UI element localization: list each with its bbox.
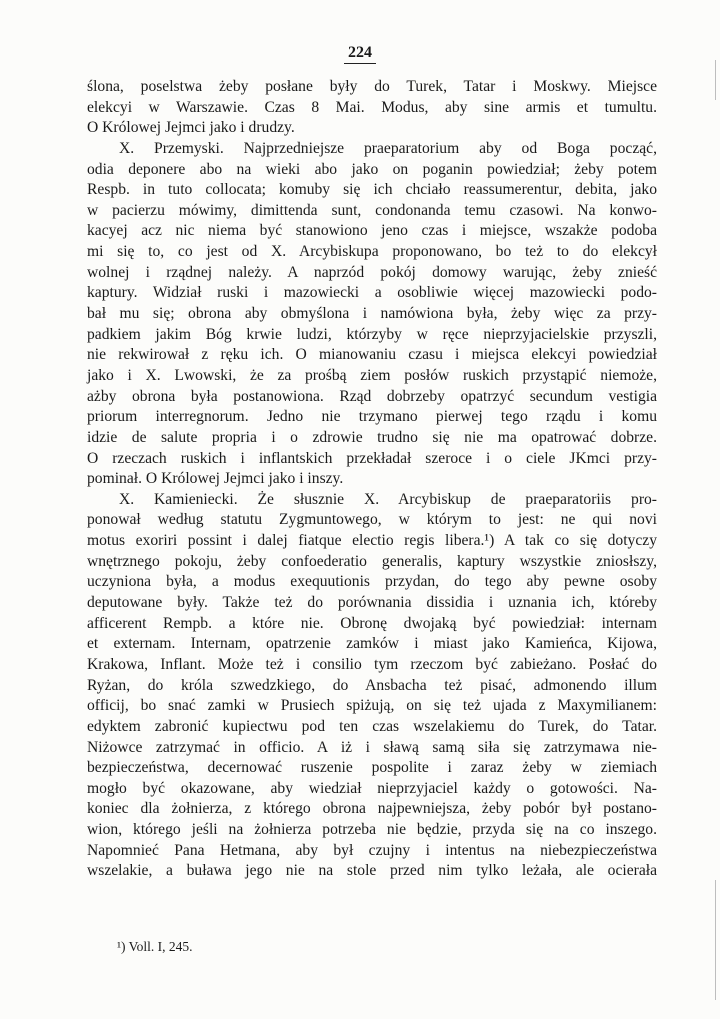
- text-line: ażby obrona była postanowiona. Rząd dobrzeby opatrzyć secundum vestigia: [87, 387, 657, 405]
- page-edge-mark: [715, 60, 716, 100]
- text-line: jako i X. Lwowski, że za prośbą ziem posłów ruskich przystąpić niemoże,: [87, 366, 657, 384]
- text-line: ślona, poselstwa żeby posłane były do Turek, Tatar i Moskwy. Miejsce: [87, 78, 657, 95]
- text-line: mi się to, co jest od X. Arcybiskupa proponowano, bo też to do elekcył: [87, 243, 657, 261]
- text-line: kaptury. Widział ruski i mazowiecki a osobliwie więcej mazowiecki podo-: [87, 284, 657, 302]
- text-line: priorum interregnorum. Jedno nie trzymano pierwej tego rządu i komu: [87, 408, 657, 426]
- text-line: idzie de salute propria i o zdrowie trudno się nie ma opatrować dobrze.: [87, 428, 657, 446]
- text-line: koniec dla żołnierza, z którego obrona najpewniejsza, żeby pobór był postano-: [87, 800, 657, 818]
- text-line: Respb. in tuto collocata; komuby się ich chciało reassumerentur, debita, jako: [87, 181, 657, 199]
- text-line: Krakowa, Inflant. Może też i consilio tym rzeczom być zabieżano. Posłać do: [87, 655, 657, 673]
- text-line: odia deponere abo na wieki abo jako on poganin powiedział; żeby potem: [87, 160, 657, 178]
- text-line: wion, którego jeśli na żołnierza potrzeba nie będzie, przyda się na co inszego.: [87, 821, 657, 839]
- text-line: uczyniona była, a modus exequutionis przydan, do tego aby pewne osoby: [87, 573, 657, 591]
- text-line: Ryżan, do króla szwedzkiego, do Ansbacha też pisać, admonendo illum: [87, 676, 657, 694]
- text-line: w pacierzu mówimy, dimittenda sunt, condonanda temu czasowi. Na konwo-: [87, 201, 657, 219]
- footnote: ¹) Voll. I, 245.: [117, 939, 193, 954]
- text-line: kacyej acz nic niema być stanowiono jeno czas i miejsce, wszakże podoba: [87, 222, 657, 240]
- text-line: et externam. Internam, opatrzenie zamków i miast jako Kamieńca, Kijowa,: [87, 635, 657, 653]
- text-line: Napomnieć Pana Hetmana, aby był czujny i intentus na niebezpieczeństwa: [87, 841, 657, 859]
- text-line: wnętrznego pokoju, żeby confoederatio generalis, kaptury wszystkie zniosłszy,: [87, 552, 657, 570]
- text-line: elekcyi w Warszawie. Czas 8 Mai. Modus, aby sine armis et tumultu.: [87, 98, 657, 116]
- text-line: bezpieczeństwa, decernować ruszenie pospolite i zaraz żeby w ziemiach: [87, 759, 657, 777]
- text-line: officij, bo snać zamki w Prusiech spiżują, on się też ujada z Maxymilianem:: [87, 697, 657, 715]
- text-line: ponował według statutu Zygmuntowego, w którym to jest: ne qui novi: [87, 511, 657, 529]
- text-line: bał mu się; obrona aby obmyślona i namówiona była, żeby więc za przy-: [87, 305, 657, 323]
- text-line: wolnej i rządnej należy. A naprzód pokój domowy warując, żeby znieść: [87, 263, 657, 281]
- text-line: afficerent Rempb. a które nie. Obronę dwojaką być powiedział: internam: [87, 614, 657, 632]
- text-line: padkiem jakim Bóg krwie ludzi, którzyby w ręce nieprzyjacielskie przyszli,: [87, 325, 657, 343]
- text-line: edyktem zabronić kupiectwu pod ten czas wszelakiemu do Turek, do Tatar.: [87, 717, 657, 735]
- text-line: nie rekwirował z ręku ich. O mianowaniu czasu i miejsca elekcyi powiedział: [87, 346, 657, 364]
- text-line: O rzeczach ruskich i inflantskich przekładał szeroce i o ciele JKmci przy-: [87, 449, 657, 467]
- text-line: wszelakie, a buława jego nie na stole przed nim tylko leżała, ale ocierała: [87, 862, 657, 880]
- text-line: X. Przemyski. Najprzedniejsze praeparatorium aby od Boga począć,: [119, 139, 657, 157]
- page-edge-mark: [715, 880, 716, 1000]
- text-line: pominał. O Królowej Jejmci jako i inszy.: [87, 470, 344, 488]
- text-line: X. Kamieniecki. Że słusznie X. Arcybiskup de praeparatoriis pro-: [119, 490, 657, 508]
- text-line: deputowane były. Także też do porównania dissidia i uznania ich, któreby: [87, 594, 657, 612]
- text-line: Niżowce zatrzymać in officio. A iż i sławą samą siła się zatrzymawa nie-: [87, 738, 657, 756]
- text-line: motus exoriri possint i dalej fiatque electio regis libera.¹) A tak co się dotyczy: [87, 532, 657, 550]
- body-text: [87, 77, 657, 882]
- page-number: 224: [0, 44, 720, 64]
- text-line: mogło być okazowane, aby wiedział nieprzyjaciel każdy o gotowości. Na-: [87, 779, 657, 797]
- text-line: O Królowej Jejmci jako i drudzy.: [87, 119, 295, 137]
